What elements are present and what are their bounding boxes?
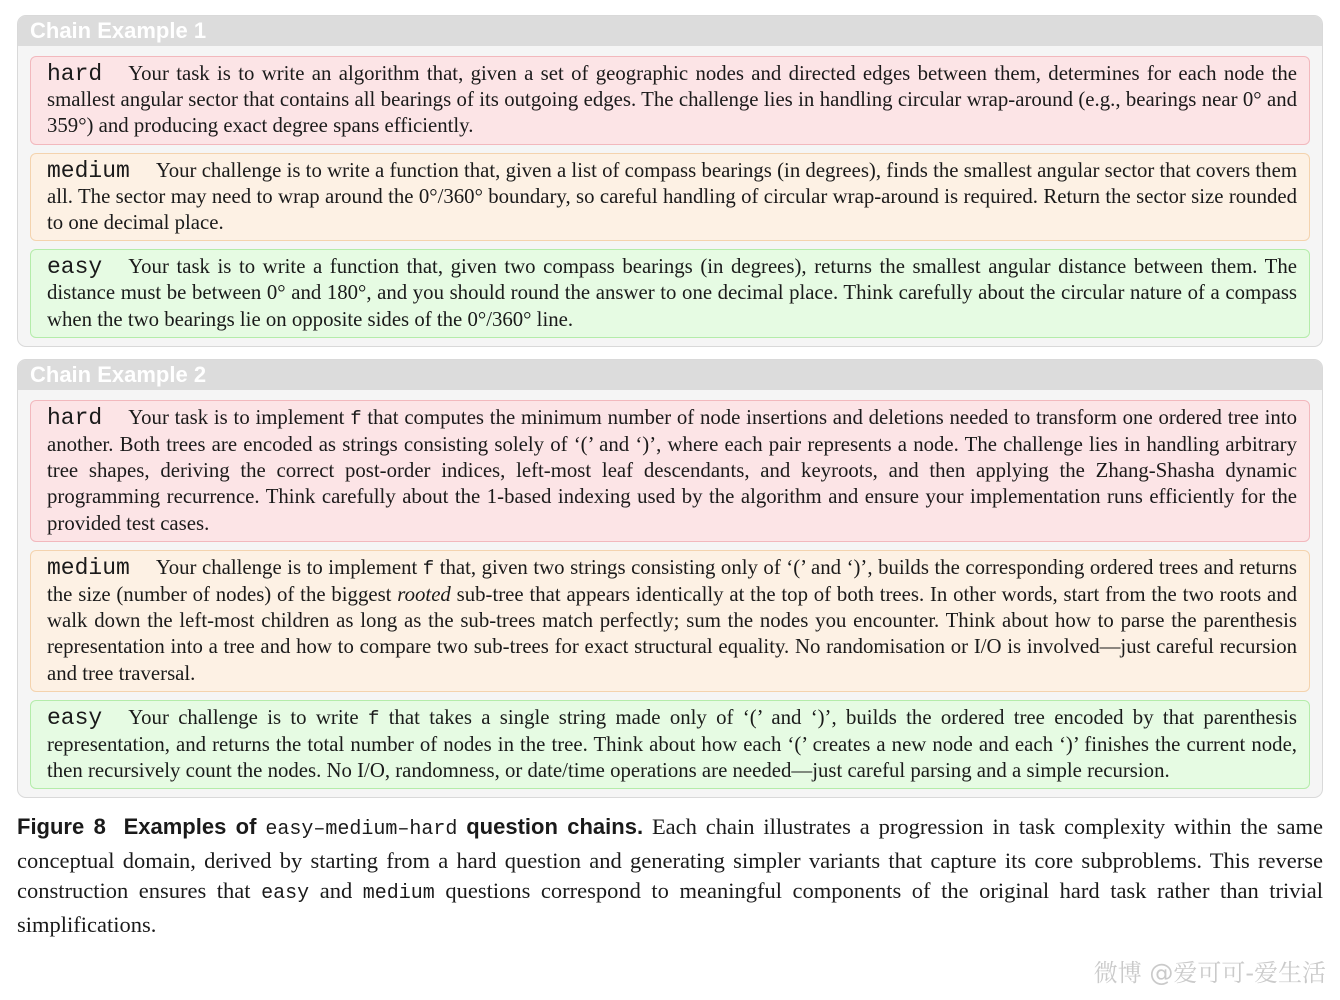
code-f: f [350,407,362,430]
question-text-post: that computes the minimum number of node insertions and deletions needed to transform one ordered tree into another. Both trees are encoded as strings consisting solely of ‘(’ and ‘)’, where each pair represents a node. The challenge lies in handling arbitrary tree shapes, deriving the correct post-order indices, left-most leaf descendants, and keyroots, and then applying the Zhang-Shasha dynamic programming recurrence. Think carefully about the 1-based indexing used by the algorithm and ensure your implementation runs efficiently for the provided test cases. [47,405,1297,535]
caption-bold-code: easy–medium–hard [265,818,458,842]
level-label-hard: hard [47,404,103,431]
watermark: 微博 @爱可可-爱生活 [1093,959,1326,987]
hard-question-box [30,56,1310,145]
caption-code-easy: easy [261,882,310,906]
question-text: Your task is to write a function that, given two compass bearings (in degrees), returns the smallest angular distance between them. The distance must be between 0° and 180°, and you should round the answer to one decimal place. Think carefully about the circular nature of a compass when the two bearings lie on opposite sides of the 0°/360° line. [47,255,1297,331]
level-label-hard: hard [47,61,103,87]
caption-and: and [319,878,353,904]
chain-title: Chain Example 1 [18,16,1322,46]
question-text-pre: Your challenge is to write [128,705,359,729]
figure-label: Figure 8 [17,814,106,840]
figure-page [17,15,1323,940]
caption-code-medium: medium [362,882,435,906]
code-f: f [367,707,380,730]
caption-bold-post: question chains. [466,814,644,840]
chain-body [18,390,1322,798]
medium-question-box [30,153,1310,242]
question-text-pre: Your challenge is to implement [155,555,418,579]
medium-question-box [30,550,1310,692]
chain-title: Chain Example 2 [18,360,1322,390]
level-label-medium: medium [47,554,130,581]
question-text: Your task is to write an algorithm that, given a set of geographic nodes and directed edges between them, determines for each node the smallest angular sector that contains all bearings of its outgoing edges. The challenge lies in handling circular wrap-around (e.g., bearings near 0° and 359°) and producing exact degree spans efficiently. [47,62,1297,138]
chain-example-1 [17,15,1323,347]
question-text-post: that takes a single string made only of ‘(’ and ‘)’, builds the ordered tree encoded by that parenthesis representation, and returns the total number of nodes in the tree. Think about how each ‘(’ creates a new node and each ‘)’ finishes the current node, then recursively count the nodes. No I/O, randomness, or date/time operations are needed—just careful parsing and a simple recursion. [47,705,1297,783]
figure-caption [17,810,1323,940]
caption-text-2: questions correspond to meaningful components of the original hard task rather than trivial simplifications. [17,878,1324,937]
level-label-easy: easy [47,254,103,281]
chain-body [18,46,1322,346]
chain-example-2 [17,359,1323,799]
emphasis-rooted: rooted [397,583,451,607]
easy-question-box [30,249,1310,338]
hard-question-box [30,400,1310,542]
level-label-easy: easy [47,704,103,731]
question-text-mid: that, given two strings consisting only of ‘(’ and ‘)’, builds the corresponding ordered trees and returns the size (number of nodes) of the biggest [47,555,1297,607]
question-text: Your challenge is to write a function that, given a list of compass bearings (in degrees), finds the smallest angular sector that covers them all. The sector may need to wrap around the 0°/360° boundary, so careful handling of circular wrap-around is required. Return the sector size rounded to one decimal place. [47,158,1297,235]
easy-question-box [30,700,1310,790]
code-f: f [422,557,435,580]
caption-bold-pre: Examples of [123,814,257,840]
level-label-medium: medium [47,157,130,184]
caption-text-1: Each chain illustrates a progression in task complexity within the same conceptual domain, derived by starting from a hard question and generating simpler variants that capture its core subproblems. This reverse construction ensures that [17,814,1324,904]
question-text-post: sub-tree that appears identically at the top of both trees. In other words, start from the two roots and walk down the left-most children as long as the sub-trees match perfectly; sum the nodes you encounter. Think about how to parse the parenthesis representation into a tree and how to compare two sub-trees for exact structural equality. No randomisation or I/O is involved—just careful recursion and tree traversal. [47,583,1298,685]
question-text-pre: Your task is to implement [128,405,345,429]
